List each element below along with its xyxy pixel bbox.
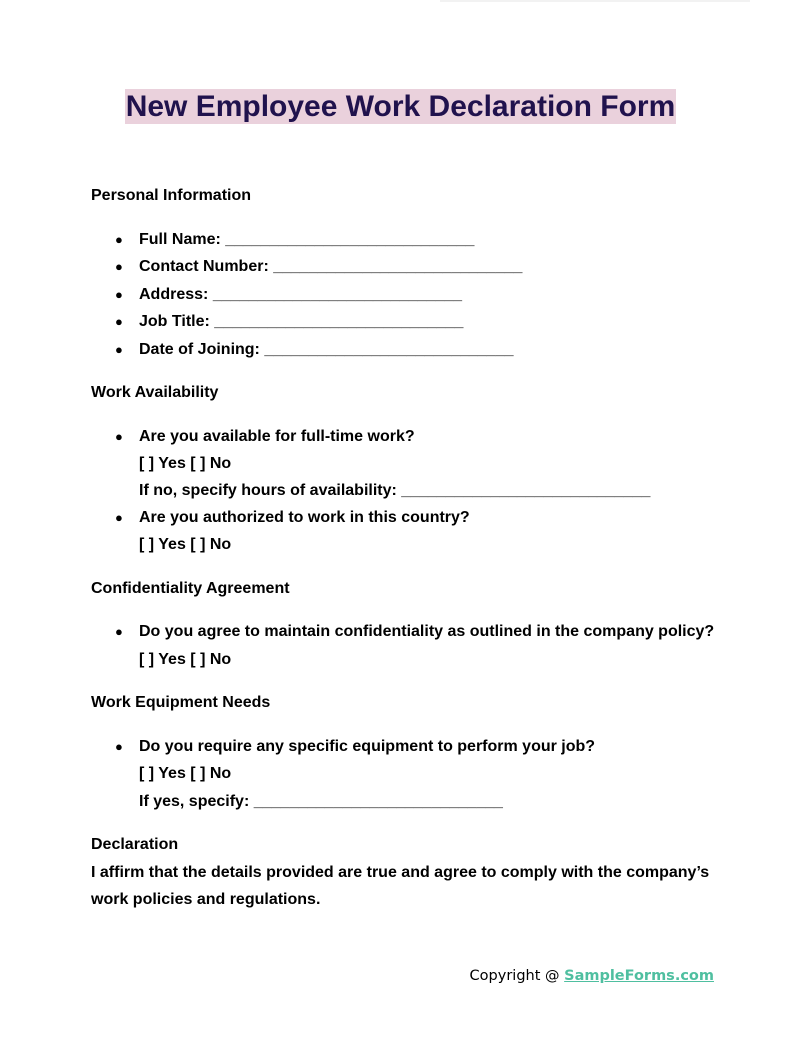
- job-title-label: Job Title:: [139, 313, 210, 330]
- confidentiality-list: [91, 618, 731, 673]
- full-name-blank[interactable]: ____________________________: [225, 230, 475, 248]
- copyright-prefix: Copyright @: [469, 968, 560, 984]
- title-wrapper: [0, 89, 801, 124]
- personal-info-list: [91, 226, 731, 364]
- contact-number-label: Contact Number:: [139, 258, 269, 275]
- confidentiality-question-text: ● Do you agree to maintain confidentiality as outlined in the company policy?: [139, 623, 715, 640]
- work-authorization-question-text: ● Are you authorized to work in this country?: [139, 508, 470, 526]
- availability-hours-label: If no, specify hours of availability:: [139, 481, 397, 499]
- declaration-text: I affirm that the details provided are true and agree to comply with the company’s work policies and regulations.: [91, 863, 710, 908]
- work-authorization-question: [91, 504, 731, 559]
- equipment-specify-field[interactable]: [139, 788, 731, 816]
- job-title-field[interactable]: [91, 308, 731, 336]
- date-of-joining-field[interactable]: [91, 336, 731, 364]
- personal-info-heading: Personal Information: [91, 187, 252, 204]
- address-field[interactable]: [91, 281, 731, 309]
- confidentiality-heading: Confidentiality Agreement: [91, 579, 290, 597]
- confidentiality-question: [91, 618, 731, 673]
- full-name-label: Full Name:: [139, 230, 221, 248]
- top-divider: [440, 0, 750, 2]
- address-blank[interactable]: ____________________________: [212, 285, 462, 303]
- full-time-question: [91, 423, 731, 504]
- equipment-heading: Work Equipment Needs: [91, 694, 271, 711]
- work-availability-list: [91, 423, 731, 559]
- form-body: [91, 182, 731, 914]
- availability-hours-blank[interactable]: ____________________________: [401, 481, 651, 499]
- confidentiality-options[interactable]: [ ] Yes [ ] No: [139, 650, 232, 668]
- date-of-joining-blank[interactable]: ____________________________: [264, 340, 514, 358]
- equipment-options[interactable]: [ ] Yes [ ] No: [139, 765, 232, 782]
- full-time-question-text: ● Are you available for full-time work?: [139, 427, 415, 445]
- equipment-list: [91, 733, 731, 816]
- sampleforms-link[interactable]: SampleForms.com: [564, 968, 714, 984]
- address-label: Address:: [139, 285, 209, 303]
- equipment-question-text: ● Do you require any specific equipment to perform your job?: [139, 737, 596, 755]
- work-authorization-options[interactable]: [ ] Yes [ ] No: [139, 536, 232, 553]
- full-name-field[interactable]: [91, 226, 731, 254]
- copyright-footer: [470, 968, 714, 984]
- equipment-specify-label: If yes, specify:: [139, 792, 250, 810]
- contact-number-field[interactable]: [91, 253, 731, 281]
- equipment-specify-blank[interactable]: ____________________________: [253, 792, 503, 810]
- work-availability-heading: Work Availability: [91, 384, 219, 401]
- contact-number-blank[interactable]: ____________________________: [273, 258, 523, 275]
- declaration-heading: Declaration: [91, 836, 179, 853]
- job-title-blank[interactable]: ____________________________: [214, 313, 464, 330]
- equipment-question: [91, 733, 731, 816]
- full-time-options[interactable]: [ ] Yes [ ] No: [139, 455, 232, 472]
- date-of-joining-label: Date of Joining:: [139, 340, 260, 358]
- availability-hours-field[interactable]: [139, 478, 731, 504]
- page-title: New Employee Work Declaration Form: [125, 90, 676, 123]
